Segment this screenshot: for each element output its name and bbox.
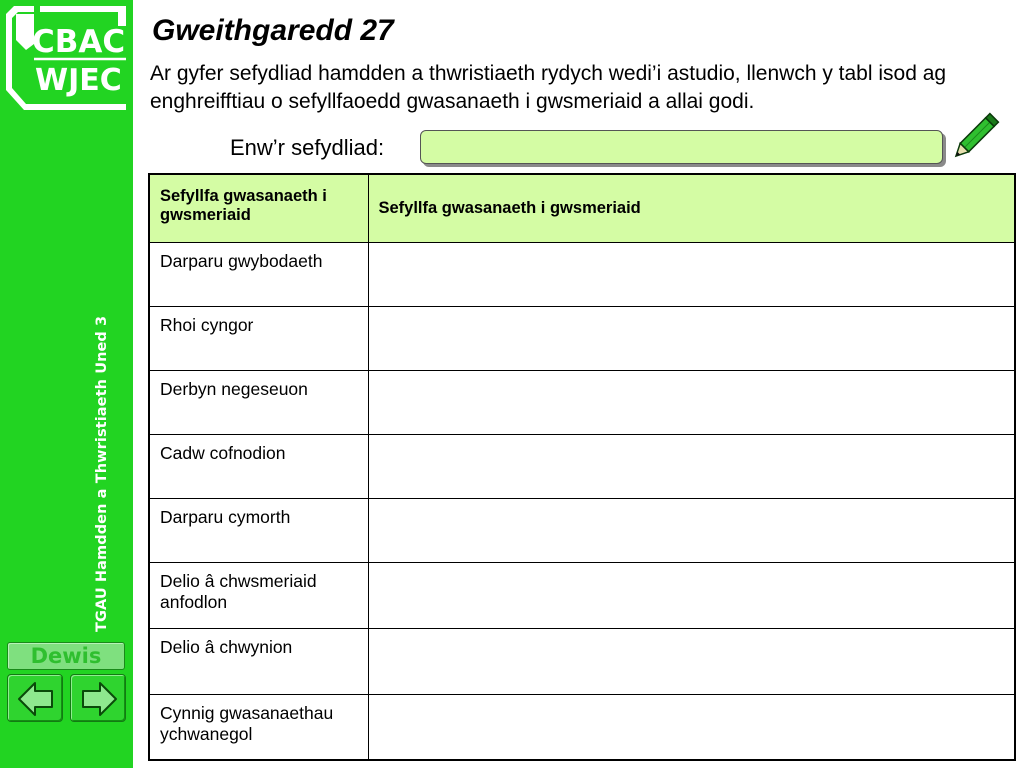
situation-cell: Cynnig gwasanaethau ychwanegol: [149, 694, 368, 760]
back-button[interactable]: [7, 674, 63, 722]
organisation-name-input[interactable]: [420, 130, 943, 164]
example-cell[interactable]: [368, 306, 1015, 370]
example-cell[interactable]: [368, 562, 1015, 628]
example-cell[interactable]: [368, 498, 1015, 562]
table-row: [149, 628, 1015, 694]
right-arrow-icon: [80, 680, 118, 718]
table-row: [149, 242, 1015, 306]
situation-cell: Rhoi cyngor: [149, 306, 368, 370]
pencil-icon: [952, 104, 1008, 160]
sidebar: [0, 0, 133, 768]
table-row: [149, 370, 1015, 434]
left-arrow-icon: [17, 680, 55, 718]
organisation-name-label: Enw’r sefydliad:: [230, 135, 385, 160]
table-row: [149, 562, 1015, 628]
example-cell[interactable]: [368, 694, 1015, 760]
example-cell[interactable]: [368, 242, 1015, 306]
cbac-wjec-logo: [4, 4, 130, 112]
example-cell[interactable]: [368, 628, 1015, 694]
instructions: Ar gyfer sefydliad hamdden a thwristiaeth rydych wedi’i astudio, llenwch y tabl isod ag enghreifftiau o sefyllfaoedd gwasanaeth i gwsmeriaid a allai godi.: [150, 62, 947, 113]
situation-cell: Darparu cymorth: [149, 498, 368, 562]
forward-button[interactable]: [70, 674, 126, 722]
example-cell[interactable]: [368, 370, 1015, 434]
situation-cell: Darparu gwybodaeth: [149, 242, 368, 306]
logo-text-cbac: CBAC: [32, 24, 126, 60]
logo-text-wjec: WJEC: [35, 63, 122, 98]
example-cell[interactable]: [368, 434, 1015, 498]
table-header-row: [149, 174, 1015, 242]
service-situations-table: [148, 173, 1016, 761]
situation-cell: Delio â chwsmeriaid anfodlon: [149, 562, 368, 628]
table-row: [149, 498, 1015, 562]
column-header-situation: Sefyllfa gwasanaeth i gwsmeriaid: [149, 174, 368, 242]
course-title: TGAU Hamdden a Thwristiaeth Uned 3: [94, 315, 110, 632]
situation-cell: Cadw cofnodion: [149, 434, 368, 498]
table-row: [149, 694, 1015, 760]
column-header-example: Sefyllfa gwasanaeth i gwsmeriaid: [368, 174, 1015, 242]
table-row: [149, 306, 1015, 370]
dewis-button[interactable]: Dewis: [7, 642, 125, 670]
page-title: Gweithgaredd 27: [152, 14, 394, 47]
situation-cell: Derbyn negeseuon: [149, 370, 368, 434]
table-row: [149, 434, 1015, 498]
situation-cell: Delio â chwynion: [149, 628, 368, 694]
